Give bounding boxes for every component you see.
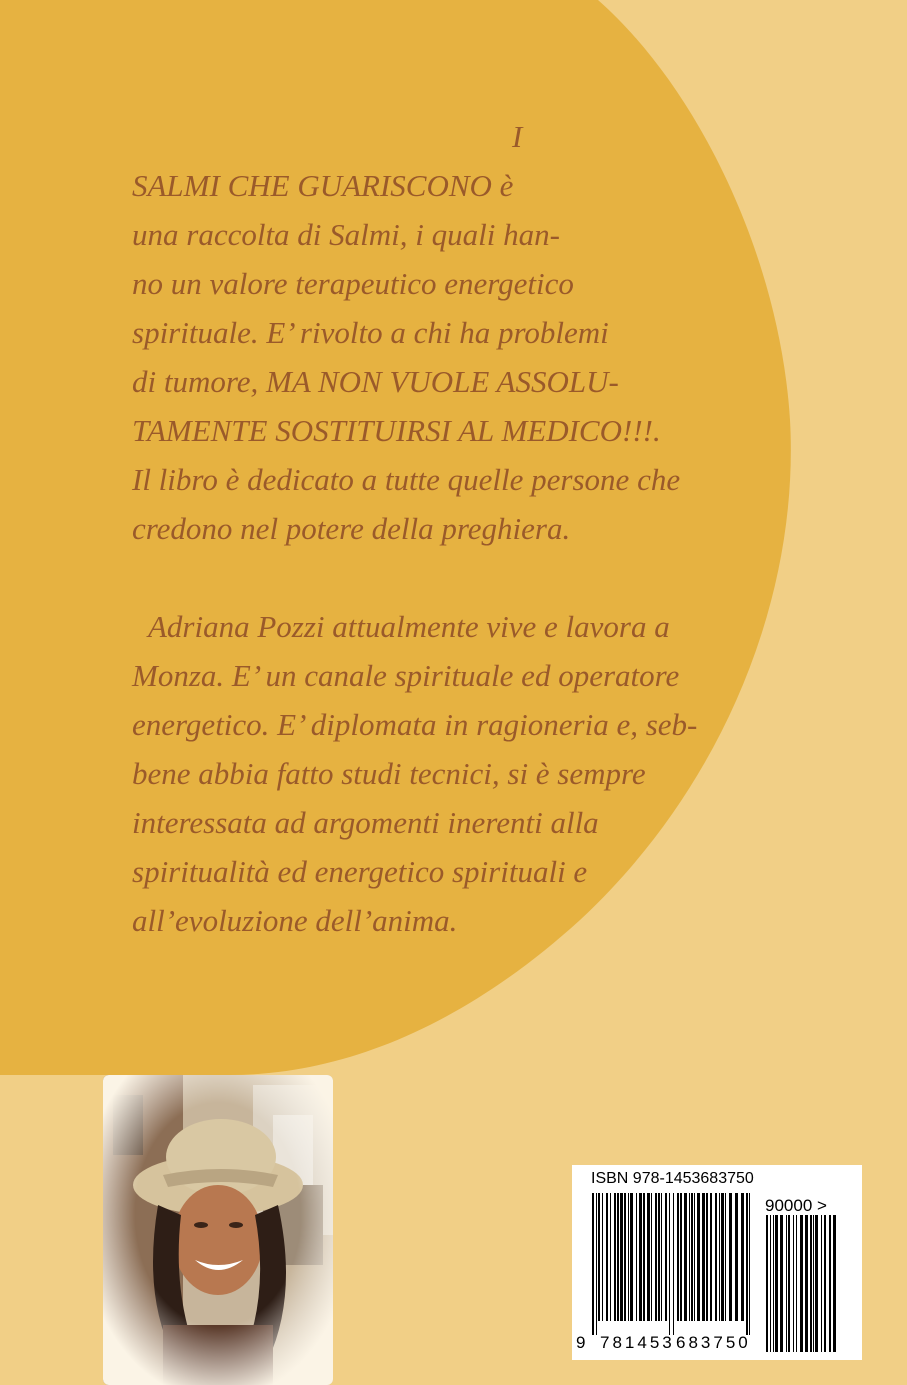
barcode-bar [628,1193,629,1321]
barcode-bar [821,1215,822,1352]
barcode-bar [598,1193,600,1321]
price-code: 90000 > [765,1196,827,1215]
barcode-bar [810,1215,812,1352]
barcode-digits-right: 683750 [676,1333,751,1352]
barcode-bar [610,1193,611,1321]
barcode-bar [691,1193,693,1321]
author-photo [103,1075,333,1385]
back-cover-blurb [132,112,782,945]
barcode-bar [651,1193,652,1321]
barcode-bar [639,1193,642,1321]
barcode-bar [815,1215,818,1352]
barcode-bar [680,1193,682,1321]
barcode-bar [669,1193,670,1335]
isbn-barcode [592,1193,752,1335]
barcode-bar [606,1193,608,1321]
blurb-line: di tumore, MA NON VUOLE ASSOLU- [132,364,619,399]
paragraph-gap [132,553,782,602]
barcode-bar [636,1193,637,1321]
barcode-bar [702,1193,705,1321]
barcode-bar [665,1193,667,1321]
barcode-bar [824,1215,826,1352]
barcode-bar [833,1215,836,1352]
blurb-line: spirituale. E’ rivolto a chi ha problemi [132,315,609,350]
barcode-bar [788,1215,790,1352]
barcode-bar [694,1193,695,1321]
barcode-bar [775,1215,778,1352]
blurb-line: Il libro è dedicato a tutte quelle persone che [132,462,681,497]
barcode-bar [673,1193,674,1335]
barcode-bar [813,1215,814,1352]
barcode-bar [829,1215,831,1352]
barcode-bar [617,1193,619,1321]
barcode-bar [677,1193,679,1321]
barcode-bar [729,1193,732,1321]
barcode-bar [624,1193,626,1321]
barcode-bar [786,1215,787,1352]
barcode-bar [746,1193,748,1335]
barcode-bar [721,1193,724,1321]
barcode-bar [800,1215,803,1352]
price-addon-barcode [766,1215,838,1352]
barcode-bar [630,1193,633,1321]
barcode-bar [805,1215,808,1352]
blurb-line: SALMI CHE GUARISCONO è [132,168,514,203]
bio-line: spiritualità ed energetico spirituali e [132,854,588,889]
barcode-bar [715,1193,717,1321]
barcode-bar [689,1193,690,1321]
barcode-bar [697,1193,700,1321]
barcode-bar [796,1215,797,1352]
barcode-bar [684,1193,687,1321]
barcode-bar [620,1193,623,1321]
barcode-bar [658,1193,660,1321]
barcode-bar [592,1193,594,1335]
barcode-bar [614,1193,616,1321]
barcode-bar [643,1193,645,1321]
bio-line: energetico. E’ diplomata in ragioneria e, seb- [132,707,698,742]
blurb-line: I [512,119,523,154]
barcode-bar [706,1193,708,1321]
barcode-bar [749,1193,750,1335]
blurb-line: una raccolta di Salmi, i quali han- [132,217,560,252]
barcode-first-digit: 9 [576,1333,586,1352]
blurb-line: no un valore terapeutico energetico [132,266,574,301]
barcode-bar [773,1215,774,1352]
bio-line: interessata ad argomenti inerenti alla [132,805,599,840]
bio-line: all’evoluzione dell’anima. [132,903,458,938]
barcode-bar [741,1193,744,1321]
bio-line: bene abbia fatto studi tecnici, si è sempre [132,756,646,791]
blurb-line: TAMENTE SOSTITUIRSI AL MEDICO!!!. [132,413,661,448]
bio-line: Monza. E’ un canale spirituale ed operatore [132,658,680,693]
barcode-bar [766,1215,768,1352]
barcode-bar [661,1193,662,1321]
barcode-bar [602,1193,603,1321]
barcode-bar [710,1193,712,1321]
barcode-bar [655,1193,657,1321]
barcode-bar [770,1215,771,1352]
barcode-bar [735,1193,738,1321]
barcode-bar [725,1193,726,1321]
barcode-bar [780,1215,783,1352]
barcode-panel [572,1165,862,1360]
blurb-line: credono nel potere della preghiera. [132,511,571,546]
bio-line: Adriana Pozzi attualmente vive e lavora a [148,609,670,644]
barcode-bar [719,1193,720,1321]
barcode-digits-left: 781453 [600,1333,675,1352]
barcode-bar [793,1215,794,1352]
isbn-label: ISBN 978-1453683750 [591,1170,754,1187]
barcode-bar [596,1193,597,1335]
barcode-bar [647,1193,650,1321]
